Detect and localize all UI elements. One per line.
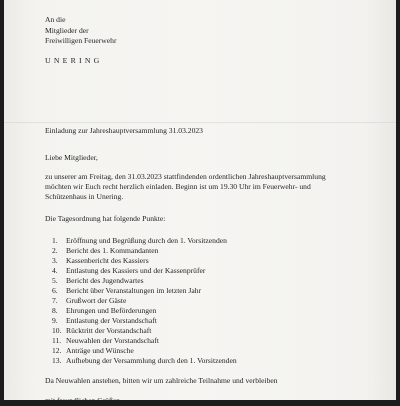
agenda-item: [52, 336, 237, 346]
letter-signoff: mit freundlichen Grüßen: [45, 396, 121, 405]
agenda-item-text: Bericht über Veranstaltungen im letzten Jahr: [66, 286, 202, 295]
agenda-item-text: Bericht des Jugendwartes: [66, 276, 144, 285]
agenda-item-number: 7.: [52, 296, 58, 305]
letter-page: [4, 0, 396, 405]
agenda-item: [52, 266, 237, 276]
agenda-item-number: 3.: [52, 256, 58, 265]
agenda-item: [52, 246, 237, 256]
agenda-item-text: Aufhebung der Versammlung durch den 1. Vorsitzenden: [66, 356, 237, 365]
agenda-item-number: 9.: [52, 316, 58, 325]
agenda-item-text: Entlastung des Kassiers und der Kassenprüfer: [66, 266, 206, 275]
agenda-item-text: Entlastung der Vorstandschaft: [66, 316, 157, 325]
agenda-item: [52, 236, 237, 246]
agenda-item: [52, 306, 237, 316]
agenda-item: [52, 316, 237, 326]
intro-line: zu unserer am Freitag, den 31.03.2023 stattfindenden ordentlichen Jahreshauptversammlung: [45, 172, 326, 181]
agenda-item-text: Rücktritt der Vorstandschaft: [66, 326, 152, 335]
agenda-item-text: Neuwahlen der Vorstandschaft: [66, 336, 159, 345]
agenda-item-number: 12.: [52, 346, 62, 355]
agenda-item: [52, 286, 237, 296]
intro-paragraph: [45, 172, 326, 202]
agenda-item: [52, 276, 237, 286]
agenda-item-text: Kassenbericht des Kassiers: [66, 256, 149, 265]
agenda-item: [52, 256, 237, 266]
agenda-intro: Die Tagesordnung hat folgende Punkte:: [45, 214, 166, 223]
recipient-line-1: An die: [45, 15, 66, 24]
agenda-item-number: 6.: [52, 286, 58, 295]
agenda-item-number: 10.: [52, 326, 62, 335]
recipient-line-3: Freiwilligen Feuerwehr: [45, 36, 117, 45]
agenda-item: [52, 346, 237, 356]
agenda-item-text: Grußwort der Gäste: [66, 296, 127, 305]
agenda-list: [52, 236, 237, 366]
agenda-item-number: 5.: [52, 276, 58, 285]
agenda-item: [52, 296, 237, 306]
closing-sentence: Da Neuwahlen anstehen, bitten wir um zahlreiche Teilnahme und verbleiben: [45, 376, 278, 385]
agenda-item-number: 13.: [52, 356, 62, 365]
agenda-item-number: 11.: [52, 336, 62, 345]
letter-subject: Einladung zur Jahreshauptversammlung 31.03.2023: [45, 126, 203, 135]
agenda-item-text: Bericht des 1. Kommandanten: [66, 246, 159, 255]
recipient-address: [45, 15, 117, 47]
agenda-item-number: 8.: [52, 306, 58, 315]
agenda-item-number: 1.: [52, 236, 58, 245]
agenda-item-text: Ehrungen und Beförderungen: [66, 306, 157, 315]
recipient-line-2: Mitglieder der: [45, 25, 89, 35]
letter-salutation: Liebe Mitglieder,: [45, 153, 98, 162]
recipient-place: UNERING: [45, 56, 103, 65]
agenda-item-number: 2.: [52, 246, 58, 255]
intro-line: möchten wir Euch recht herzlich einladen. Beginn ist um 19.30 Uhr im Feuerwehr- und: [45, 182, 311, 191]
paper-fold-line: [4, 122, 396, 124]
agenda-item-text: Eröffnung und Begrüßung durch den 1. Vorsitzenden: [66, 236, 227, 245]
agenda-item-text: Anträge und Wünsche: [66, 346, 134, 355]
agenda-item: [52, 326, 237, 336]
intro-line: Schützenhaus in Unering.: [45, 192, 124, 201]
agenda-item-number: 4.: [52, 266, 58, 275]
agenda-item: [52, 356, 237, 366]
